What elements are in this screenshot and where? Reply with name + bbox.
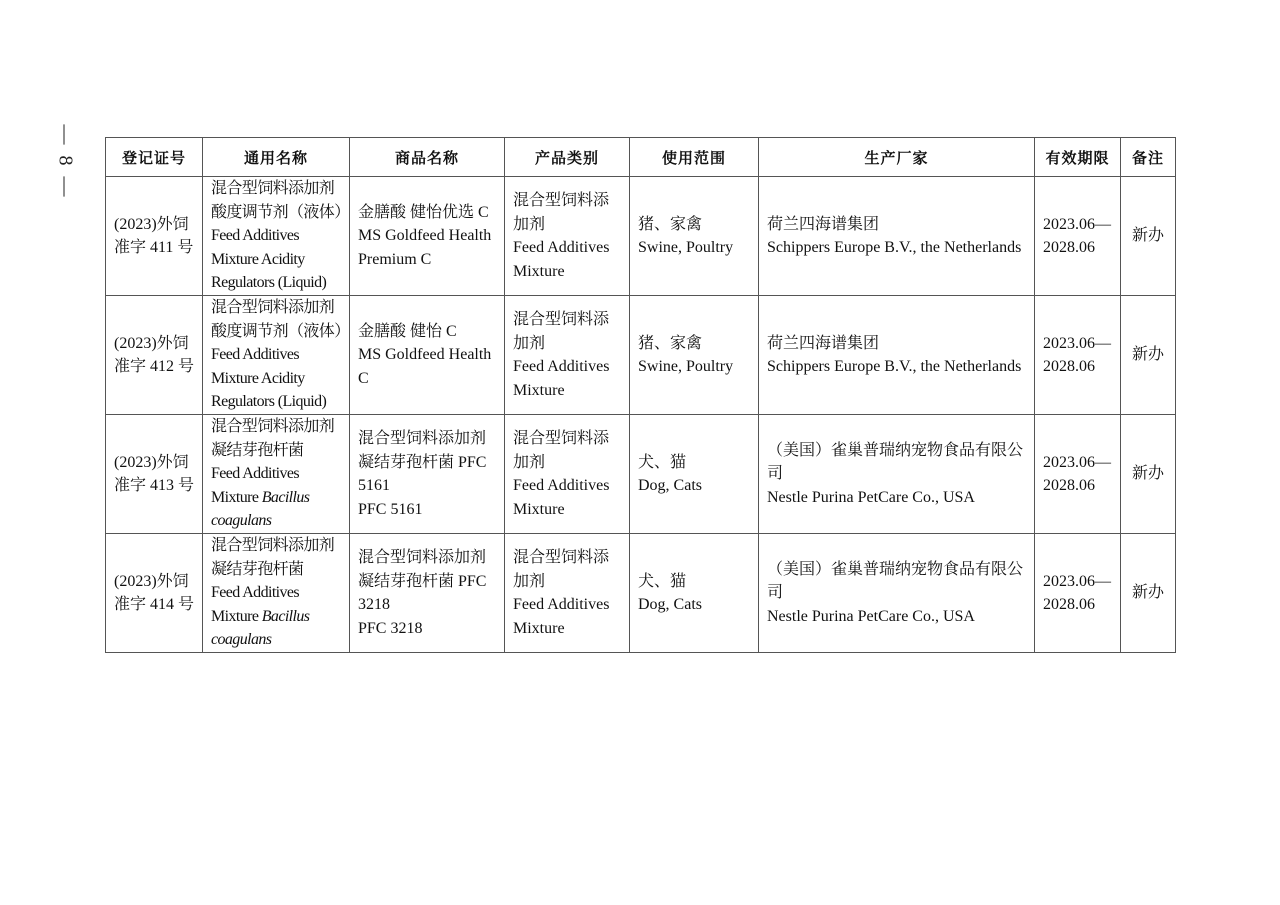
- cell-line: 荷兰四海谱集团: [767, 215, 880, 233]
- cell-line: 加剂: [513, 334, 546, 352]
- cell-line: 3218: [358, 596, 390, 613]
- italic-text: coagulans: [211, 512, 272, 530]
- cell-line: 加剂: [513, 215, 546, 233]
- cell-line: 混合型饲料添: [513, 430, 610, 447]
- cell-text: Mixture: [211, 607, 262, 625]
- cell-line: [211, 509, 349, 533]
- cell-line: Swine, Poultry: [638, 358, 734, 375]
- cell-reg-no: [106, 534, 203, 653]
- cell-line: 新办: [1131, 465, 1164, 483]
- table-body: [106, 177, 1176, 653]
- cell-line: 加剂: [513, 453, 546, 471]
- cell-line: 5161: [358, 477, 390, 494]
- cell-line: 混合型饲料添加剂: [358, 430, 487, 447]
- cell-line: (2023)外饲: [114, 215, 189, 233]
- cell-line: （美国）雀巢普瑞纳宠物食品有限公: [767, 560, 1024, 578]
- cell-line: 混合型饲料添加剂: [211, 537, 335, 555]
- cell-line: Feed Additives: [211, 346, 300, 364]
- cell-trade-name: [350, 534, 505, 653]
- cell-reg-no: [106, 415, 203, 534]
- cell-line: 2023.06—: [1043, 572, 1111, 590]
- cell-line: 混合型饲料添: [513, 549, 610, 566]
- cell-line: 猪、家禽: [638, 334, 703, 352]
- cell-line: 荷兰四海谱集团: [767, 334, 880, 352]
- cell-trade-name: [350, 296, 505, 415]
- column-header-category: 产品类别: [505, 138, 630, 177]
- cell-line: Feed Additives: [211, 465, 300, 483]
- cell-line: 凝结芽孢杆菌 PFC: [358, 572, 487, 590]
- cell-line: Mixture: [513, 500, 565, 518]
- cell-line: 混合型饲料添: [513, 192, 610, 209]
- cell-generic-name: [203, 415, 350, 534]
- column-header-validity: 有效期限: [1035, 138, 1121, 177]
- cell-line: 新办: [1131, 346, 1164, 364]
- cell-line: 新办: [1131, 584, 1164, 602]
- cell-line: Dog, Cats: [638, 596, 702, 613]
- cell-line: 混合型饲料添加剂: [211, 418, 335, 436]
- registration-table: [105, 137, 1176, 653]
- cell-line: 混合型饲料添加剂: [211, 180, 335, 198]
- cell-line: 司: [767, 465, 784, 483]
- table-row: [106, 177, 1176, 296]
- cell-line: Feed Additives: [513, 358, 610, 375]
- cell-line: 准字 412 号: [114, 358, 195, 375]
- cell-line: （美国）雀巢普瑞纳宠物食品有限公: [767, 441, 1024, 459]
- cell-line: 准字 413 号: [114, 477, 195, 494]
- cell-line: (2023)外饲: [114, 453, 189, 471]
- cell-manufacturer: [759, 534, 1035, 653]
- cell-line: Feed Additives: [513, 596, 610, 613]
- cell-line: 混合型饲料添加剂: [211, 299, 335, 317]
- column-header-manufacturer: 生产厂家: [759, 138, 1035, 177]
- cell-remark: [1121, 534, 1176, 653]
- cell-line: Feed Additives: [211, 227, 300, 245]
- cell-line: 准字 414 号: [114, 596, 195, 613]
- cell-line: Dog, Cats: [638, 477, 702, 494]
- column-header-reg-no: 登记证号: [106, 138, 203, 177]
- cell-line: C: [358, 369, 369, 387]
- cell-trade-name: [350, 415, 505, 534]
- cell-line: [211, 605, 349, 629]
- cell-line: 2023.06—: [1043, 215, 1111, 233]
- cell-line: 凝结芽孢杆菌 PFC: [358, 453, 487, 471]
- cell-line: Feed Additives: [513, 477, 610, 494]
- cell-line: 金膳酸 健怡 C: [358, 322, 457, 340]
- cell-line: (2023)外饲: [114, 334, 189, 352]
- cell-line: 2028.06: [1043, 596, 1095, 613]
- cell-line: MS Goldfeed Health: [358, 227, 492, 245]
- cell-reg-no: [106, 296, 203, 415]
- cell-line: Feed Additives: [211, 584, 300, 602]
- cell-line: 准字 411 号: [114, 239, 194, 256]
- cell-line: Feed Additives: [513, 239, 610, 256]
- cell-remark: [1121, 296, 1176, 415]
- cell-category: [505, 177, 630, 296]
- table-row: [106, 296, 1176, 415]
- cell-validity: [1035, 296, 1121, 415]
- cell-line: 酸度调节剂（液体）: [211, 322, 350, 340]
- cell-scope: [630, 415, 759, 534]
- cell-generic-name: [203, 296, 350, 415]
- italic-text: Bacillus: [261, 607, 310, 625]
- cell-line: 2023.06—: [1043, 453, 1111, 471]
- cell-line: Regulators (Liquid): [211, 274, 327, 292]
- cell-validity: [1035, 415, 1121, 534]
- cell-line: 酸度调节剂（液体）: [211, 203, 350, 221]
- column-header-generic-name: 通用名称: [203, 138, 350, 177]
- cell-line: (2023)外饲: [114, 572, 189, 590]
- cell-remark: [1121, 415, 1176, 534]
- cell-scope: [630, 177, 759, 296]
- cell-line: PFC 3218: [358, 619, 423, 637]
- cell-line: Regulators (Liquid): [211, 393, 327, 411]
- cell-line: 混合型饲料添: [513, 311, 610, 328]
- cell-line: Mixture Acidity: [211, 250, 305, 268]
- cell-line: 凝结芽孢杆菌: [211, 441, 304, 459]
- cell-generic-name: [203, 534, 350, 653]
- cell-line: 猪、家禽: [638, 215, 703, 233]
- cell-line: 2028.06: [1043, 239, 1095, 256]
- cell-line: 司: [767, 584, 784, 602]
- cell-category: [505, 296, 630, 415]
- cell-text: Mixture: [211, 488, 262, 506]
- cell-validity: [1035, 534, 1121, 653]
- cell-line: Mixture: [513, 619, 565, 637]
- cell-line: MS Goldfeed Health: [358, 346, 492, 364]
- cell-line: 凝结芽孢杆菌: [211, 560, 304, 578]
- cell-line: PFC 5161: [358, 500, 423, 518]
- cell-category: [505, 415, 630, 534]
- cell-line: Mixture: [513, 381, 565, 399]
- cell-remark: [1121, 177, 1176, 296]
- cell-generic-name: [203, 177, 350, 296]
- cell-trade-name: [350, 177, 505, 296]
- cell-line: Mixture Acidity: [211, 369, 305, 387]
- cell-category: [505, 534, 630, 653]
- column-header-trade-name: 商品名称: [350, 138, 505, 177]
- cell-line: Nestle Purina PetCare Co., USA: [767, 488, 975, 506]
- column-header-scope: 使用范围: [630, 138, 759, 177]
- cell-reg-no: [106, 177, 203, 296]
- cell-line: 2023.06—: [1043, 334, 1111, 352]
- cell-line: 混合型饲料添加剂: [358, 549, 487, 566]
- page-number: — 8 —: [54, 124, 77, 200]
- column-header-remark: 备注: [1121, 138, 1176, 177]
- header-row: [106, 138, 1176, 177]
- cell-line: 新办: [1131, 227, 1164, 245]
- cell-manufacturer: [759, 415, 1035, 534]
- cell-scope: [630, 534, 759, 653]
- cell-line: 2028.06: [1043, 477, 1095, 494]
- cell-line: [211, 486, 349, 510]
- cell-manufacturer: [759, 296, 1035, 415]
- cell-line: 犬、猫: [638, 453, 687, 471]
- cell-scope: [630, 296, 759, 415]
- cell-line: 加剂: [513, 572, 546, 590]
- cell-line: 犬、猫: [638, 572, 687, 590]
- table-row: [106, 415, 1176, 534]
- cell-line: Schippers Europe B.V., the Netherlands: [767, 239, 1022, 256]
- cell-manufacturer: [759, 177, 1035, 296]
- cell-line: Schippers Europe B.V., the Netherlands: [767, 358, 1022, 375]
- cell-line: 2028.06: [1043, 358, 1095, 375]
- cell-line: Mixture: [513, 262, 565, 280]
- cell-line: [211, 628, 349, 652]
- cell-line: Premium C: [358, 250, 432, 268]
- cell-line: Nestle Purina PetCare Co., USA: [767, 607, 975, 625]
- cell-line: 金膳酸 健怡优选 C: [358, 203, 489, 221]
- cell-line: Swine, Poultry: [638, 239, 734, 256]
- table-header: [106, 138, 1176, 177]
- italic-text: Bacillus: [261, 488, 310, 506]
- table-row: [106, 534, 1176, 653]
- cell-validity: [1035, 177, 1121, 296]
- italic-text: coagulans: [211, 631, 272, 649]
